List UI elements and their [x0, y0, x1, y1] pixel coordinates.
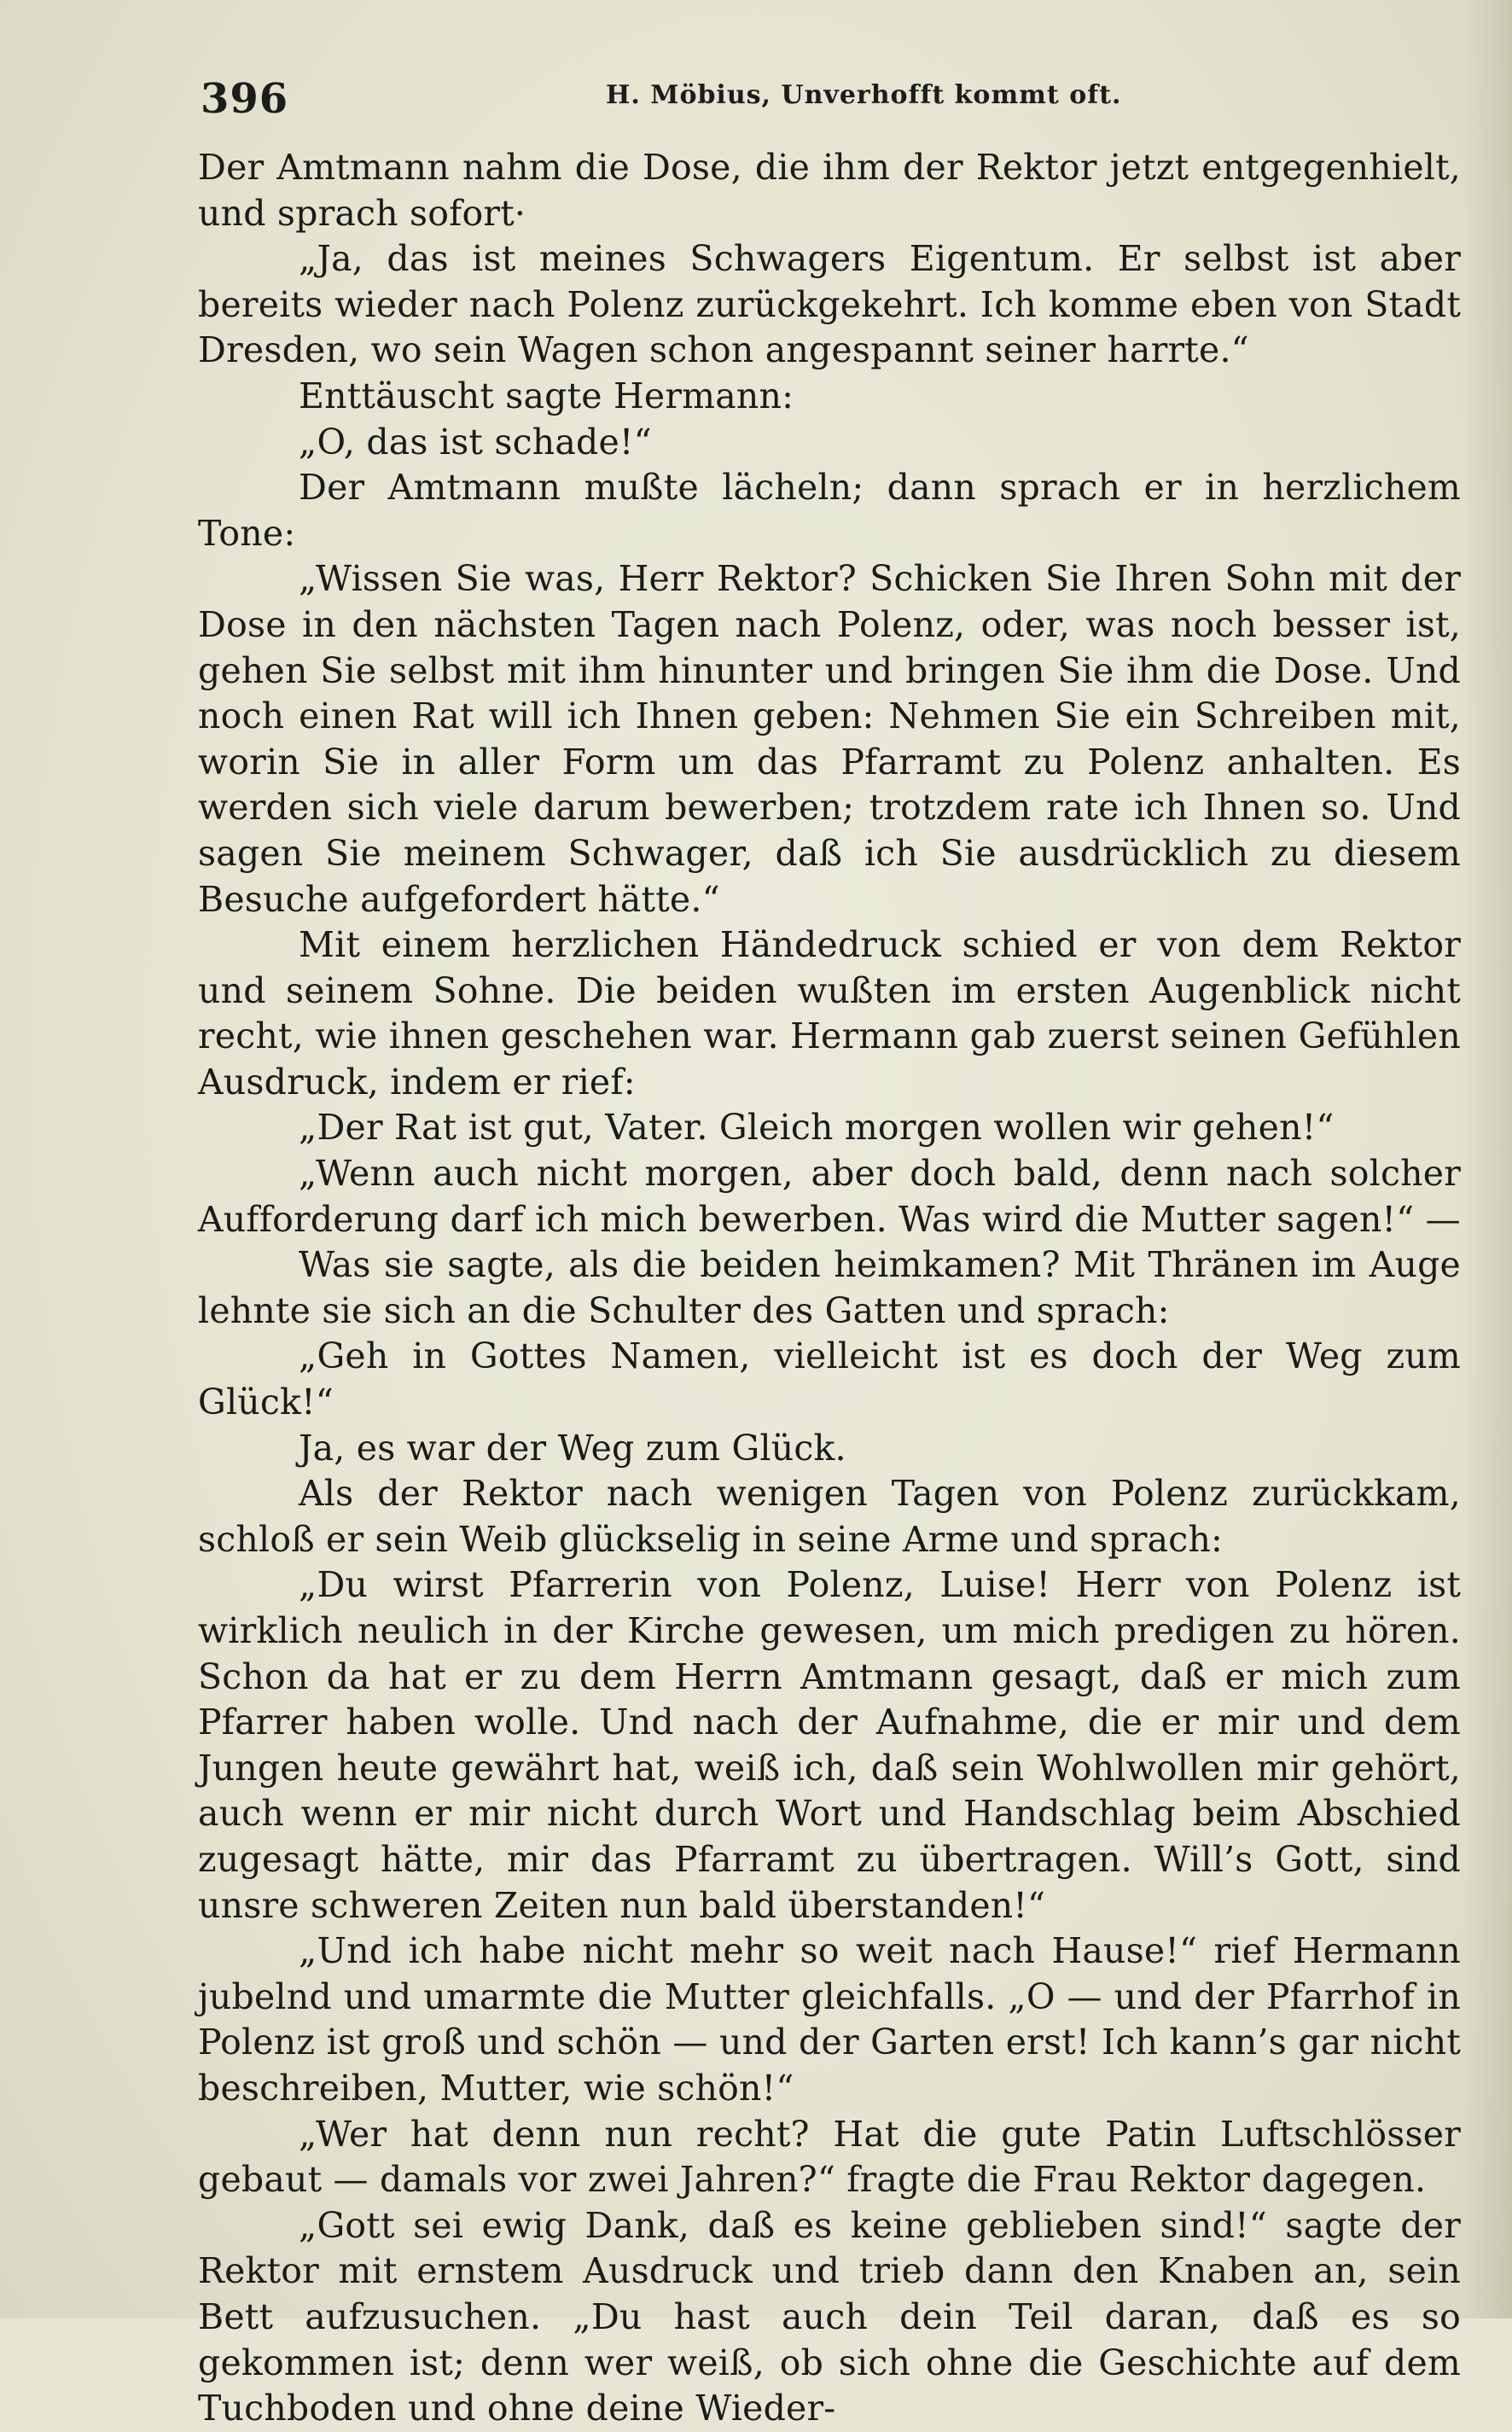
paragraph: Mit einem herzlichen Händedruck schied er von dem Rektor und seinem Sohne. Die beiden wußten im ersten Augenblick nicht recht, wie ihnen geschehen war. Hermann gab zuerst seinen Gefühlen Ausdruck, indem er rief: — [198, 924, 1461, 1103]
paragraph: „Wissen Sie was, Herr Rektor? Schicken Sie Ihren Sohn mit der Dose in den nächsten Tagen nach Polenz, oder, was noch besser ist, gehen Sie selbst mit ihm hinunter und bringen Sie ihm die Dose. Und noch einen Rat will ich Ihnen geben: Nehmen Sie ein Schreiben mit, worin Sie in aller Form um das Pfarramt zu Polenz anhalten. Es werden sich viele darum bewerben; trotzdem rate ich Ihnen so. Und sagen Sie meinem Schwager, daß ich Sie ausdrücklich zu diesem Besuche aufgefordert hätte.“ — [198, 558, 1461, 920]
paragraph: Der Amtmann mußte lächeln; dann sprach er in herzlichem Tone: — [198, 467, 1461, 554]
running-head: H. Möbius, Unverhofft kommt oft. — [606, 80, 1122, 110]
paragraph: „Ja, das ist meines Schwagers Eigentum. Er selbst ist aber bereits wieder nach Polenz zurückgekehrt. Ich komme eben von Stadt Dresden, wo sein Wagen schon angespannt seiner harrte.“ — [198, 238, 1461, 371]
paragraph: Als der Rektor nach wenigen Tagen von Polenz zurückkam, schloß er sein Weib glückselig in seine Arme und sprach: — [198, 1473, 1461, 1560]
paragraph: „Und ich habe nicht mehr so weit nach Hause!“ rief Hermann jubelnd und umarmte die Mutter gleichfalls. „O — und der Pfarrhof in Polenz ist groß und schön — und der Garten erst! Ich kann’s gar nicht beschreiben, Mutter, wie schön!“ — [198, 1930, 1461, 2109]
paragraph: Der Amtmann nahm die Dose, die ihm der Rektor jetzt entgegenhielt, und sprach sofort· — [198, 147, 1461, 234]
body-text — [198, 145, 1461, 2432]
page-header — [201, 75, 1459, 135]
paragraph: „Du wirst Pfarrerin von Polenz, Luise! Herr von Polenz ist wirklich neulich in der Kirche gewesen, um mich predigen zu hören. Schon da hat er zu dem Herrn Amtmann gesagt, daß er mich zum Pfarrer haben wolle. Und nach der Aufnahme, die er mir und dem Jungen heute gewährt hat, weiß ich, daß sein Wohlwollen mir gehört, auch wenn er mir nicht durch Wort und Handschlag beim Abschied zugesagt hätte, mir das Pfarramt zu übertragen. Will’s Gott, sind unsre schweren Zeiten nun bald überstanden!“ — [198, 1564, 1461, 1926]
paragraph: Was sie sagte, als die beiden heimkamen? Mit Thränen im Auge lehnte sie sich an die Schulter des Gatten und sprach: — [198, 1244, 1461, 1331]
paragraph: „O, das ist schade!“ — [299, 421, 652, 463]
page-number: 396 — [201, 75, 289, 123]
paragraph: „Gott sei ewig Dank, daß es keine geblieben sind!“ sagte der Rektor mit ernstem Ausdruck und trieb dann den Knaben an, sein Bett aufzusuchen. „Du hast auch dein Teil daran, daß es so gekommen ist; denn wer weiß, ob sich ohne die Geschichte auf dem Tuchboden und ohne deine Wieder- — [198, 2204, 1461, 2429]
page-edge-shadow — [1461, 0, 1512, 2319]
paragraph: „Der Rat ist gut, Vater. Gleich morgen wollen wir gehen!“ — [299, 1107, 1335, 1149]
paragraph: „Wer hat denn nun recht? Hat die gute Patin Luftschlösser gebaut — damals vor zwei Jahren?“ fragte die Frau Rektor dagegen. — [198, 2113, 1461, 2201]
paragraph: „Geh in Gottes Namen, vielleicht ist es doch der Weg zum Glück!“ — [198, 1335, 1461, 1423]
paragraph: „Wenn auch nicht morgen, aber doch bald, denn nach solcher Aufforderung darf ich mich bewerben. Was wird die Mutter sagen!“ — — [198, 1153, 1461, 1240]
paragraph: Ja, es war der Weg zum Glück. — [299, 1427, 846, 1469]
paragraph: Enttäuscht sagte Hermann: — [299, 375, 794, 416]
